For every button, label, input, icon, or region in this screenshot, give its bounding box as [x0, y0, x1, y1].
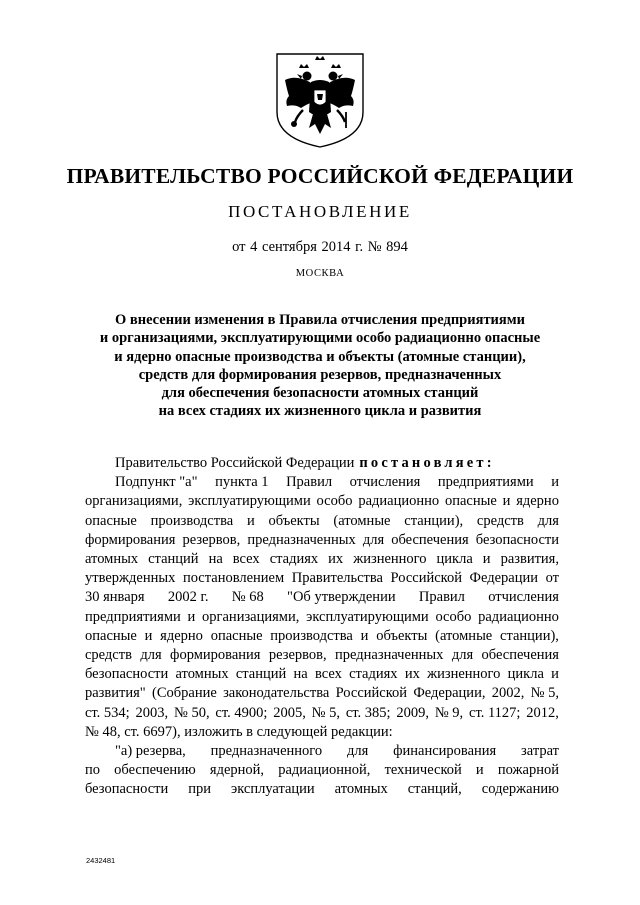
- body-word: для: [346, 743, 369, 760]
- body-word: предназначенных: [247, 531, 356, 548]
- body-word: особо: [316, 493, 353, 510]
- body-word: обеспечению: [114, 762, 196, 779]
- body-word: при: [188, 781, 211, 798]
- body-word: опасные: [210, 627, 263, 644]
- body-word: (атомные: [333, 512, 391, 529]
- intro-text: Правительство Российской Федерации: [115, 455, 355, 471]
- title-line: для обеспечения безопасности атомных станций: [161, 385, 479, 402]
- body-line: [85, 492, 559, 511]
- body-word: Подпункт "а": [115, 474, 198, 491]
- body-line: [85, 704, 559, 723]
- body-word: предприятиями: [437, 474, 534, 491]
- body-word: (Собрание: [152, 685, 217, 702]
- body-line: [85, 531, 559, 550]
- document-body: [85, 454, 559, 800]
- body-word: ст. 385;: [345, 704, 391, 721]
- body-word: радиационно: [358, 493, 440, 510]
- document-date-number: от 4 сентября 2014 г. № 894: [232, 239, 408, 255]
- body-word: отчисления: [349, 474, 421, 491]
- body-line: [85, 550, 559, 569]
- body-word: станции),: [500, 627, 559, 644]
- title-line: и ядерно опасные производства и объекты (атомные станции),: [114, 348, 526, 365]
- body-line: [85, 780, 559, 799]
- body-line: [85, 684, 559, 703]
- body-word: для: [451, 647, 474, 664]
- body-word: объекты: [268, 512, 320, 529]
- body-line: [85, 608, 559, 627]
- body-word: их: [404, 666, 420, 683]
- body-word: 2002,: [491, 685, 525, 702]
- body-word: жизненного: [353, 551, 427, 568]
- body-line: [85, 761, 559, 780]
- body-word: ядерно: [160, 627, 203, 644]
- body-word: особо: [435, 608, 472, 625]
- body-word: Правительства: [291, 570, 383, 587]
- body-line: [85, 646, 559, 665]
- body-word: и: [502, 493, 511, 510]
- body-word: жизненного: [427, 666, 501, 683]
- body-word: опасные: [444, 493, 497, 510]
- body-word: и: [475, 762, 484, 779]
- body-word: 2009,: [396, 704, 430, 721]
- body-word: производства: [150, 512, 234, 529]
- body-word: формирования: [170, 647, 261, 664]
- title-line: и организациями, эксплуатирующими особо радиационно опасные: [99, 330, 541, 347]
- body-word: организациями,: [202, 608, 300, 625]
- body-word: цикла: [436, 551, 473, 568]
- body-word: технической: [384, 762, 462, 779]
- body-word: средств: [85, 647, 132, 664]
- body-word: Российской: [390, 570, 462, 587]
- body-word: обеспечения: [391, 531, 469, 548]
- body-word: и: [246, 512, 255, 529]
- body-word: 30 января: [85, 589, 145, 606]
- body-word: безопасности: [85, 781, 169, 798]
- body-word: для: [140, 647, 162, 664]
- body-word: 2002 г.: [167, 589, 209, 606]
- body-word: ст. 4900;: [215, 704, 268, 721]
- body-line: [85, 569, 559, 588]
- body-word: Правил: [286, 474, 333, 491]
- body-word: стадиях: [349, 666, 398, 683]
- body-word: безопасности: [475, 531, 559, 548]
- body-word: эксплуатации: [230, 781, 315, 798]
- body-word: предназначенных: [335, 647, 444, 664]
- body-word: станций: [235, 666, 287, 683]
- body-word: эксплуатирующими: [306, 608, 429, 625]
- body-word: ст. 534;: [85, 704, 130, 721]
- body-line: [85, 473, 559, 492]
- body-word: для: [362, 531, 385, 548]
- government-name: ПРАВИТЕЛЬСТВО РОССИЙСКОЙ ФЕДЕРАЦИИ: [66, 164, 574, 188]
- body-word: финансирования: [393, 743, 497, 760]
- body-line: [85, 627, 559, 646]
- body-word: № 5,: [311, 704, 341, 721]
- city: МОСКВА: [295, 268, 345, 279]
- body-word: Федерации: [469, 570, 539, 587]
- body-word: всех: [314, 666, 342, 683]
- body-word: безопасности: [85, 666, 169, 683]
- body-word: содержанию: [481, 781, 559, 798]
- body-word: на: [293, 666, 308, 683]
- footer-code: 2432481: [86, 856, 116, 865]
- body-word: и: [482, 551, 491, 568]
- body-word: 2005,: [273, 704, 306, 721]
- body-word: атомных: [334, 781, 388, 798]
- body-line: [85, 723, 559, 742]
- title-line: О внесении изменения в Правила отчисления предприятиями: [114, 312, 525, 328]
- body-line: [85, 512, 559, 531]
- body-word: атомных: [85, 551, 139, 568]
- body-word: станции),: [404, 512, 464, 529]
- body-word: на: [208, 551, 223, 568]
- body-word: ст. 1127;: [469, 704, 521, 721]
- document-type: ПОСТАНОВЛЕНИЕ: [228, 202, 412, 221]
- body-word: и: [551, 474, 559, 491]
- intro-line: [85, 454, 559, 473]
- body-word: затрат: [521, 743, 559, 760]
- intro-action: постановляет:: [359, 455, 495, 471]
- body-word: "а) резерва,: [115, 743, 186, 760]
- body-word: их: [328, 551, 344, 568]
- body-word: ядерно: [516, 493, 559, 510]
- body-word: ядерной,: [209, 762, 265, 779]
- body-word: станций,: [407, 781, 462, 798]
- body-word: предназначенного: [210, 743, 323, 760]
- body-word: радиационной,: [278, 762, 371, 779]
- body-word: формирования: [85, 531, 176, 548]
- body-word: эксплуатирующими: [188, 493, 311, 510]
- body-word: и: [551, 666, 559, 683]
- body-word: организациями,: [85, 493, 183, 510]
- body-word: Российской: [335, 685, 408, 702]
- body-word: производства: [270, 627, 353, 644]
- body-word: № 48, ст. 6697), изложить в следующей редакции:: [85, 723, 393, 740]
- body-word: и: [360, 627, 369, 644]
- body-word: всех: [232, 551, 260, 568]
- body-word: радиационно: [478, 608, 559, 625]
- body-line: [85, 588, 559, 607]
- body-word: (атомные: [435, 627, 493, 644]
- body-word: 2012,: [526, 704, 559, 721]
- body-word: стадиях: [269, 551, 319, 568]
- body-word: резервов,: [182, 531, 241, 548]
- body-word: постановлением: [182, 570, 285, 587]
- body-word: № 5,: [530, 685, 559, 702]
- body-line: [85, 742, 559, 761]
- body-line: [85, 665, 559, 684]
- title-line: на всех стадиях их жизненного цикла и развития: [158, 403, 482, 420]
- body-word: Правил: [418, 589, 465, 606]
- body-word: от: [545, 570, 559, 587]
- document-title: [80, 311, 560, 421]
- body-word: отчисления: [488, 589, 559, 606]
- body-word: средств: [476, 512, 524, 529]
- body-word: развития": [85, 685, 146, 702]
- body-word: и: [144, 627, 153, 644]
- body-word: обеспечения: [481, 647, 559, 664]
- body-word: законодательства: [223, 685, 330, 702]
- body-word: развития,: [500, 551, 559, 568]
- body-word: объекты: [376, 627, 428, 644]
- body-word: утвержденных: [85, 570, 176, 587]
- body-word: № 68: [231, 589, 264, 606]
- body-word: № 50,: [174, 704, 210, 721]
- body-word: предприятиями: [85, 608, 181, 625]
- body-word: Федерации,: [413, 685, 486, 702]
- body-word: станций: [148, 551, 199, 568]
- body-word: опасные: [85, 627, 137, 644]
- russian-coat-of-arms-icon: [273, 50, 367, 150]
- body-word: цикла: [507, 666, 544, 683]
- body-word: пункта 1: [215, 474, 269, 491]
- body-word: "Об утверждении: [287, 589, 396, 606]
- body-word: для: [537, 512, 559, 529]
- body-word: опасные: [85, 512, 137, 529]
- body-word: и: [187, 608, 196, 625]
- body-word: резервов,: [268, 647, 327, 664]
- title-line: средств для формирования резервов, предназначенных: [138, 366, 502, 383]
- body-word: пожарной: [497, 762, 559, 779]
- body-word: атомных: [175, 666, 229, 683]
- body-word: № 9,: [434, 704, 464, 721]
- body-word: 2003,: [135, 704, 169, 721]
- body-word: по: [85, 762, 101, 779]
